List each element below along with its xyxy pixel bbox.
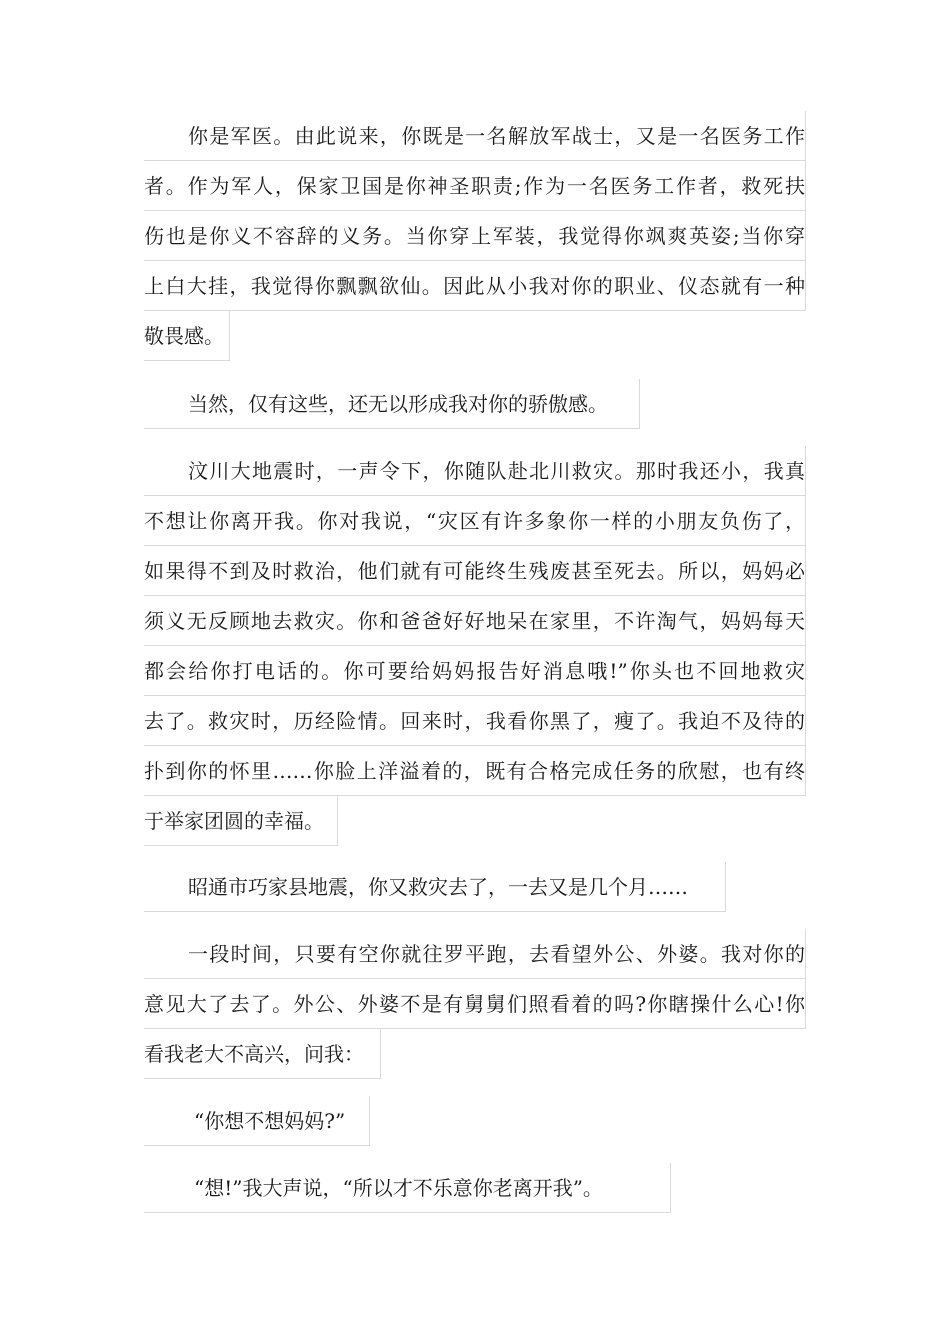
paragraph-6 xyxy=(144,1096,370,1146)
text-line: 扑到你的怀里……你脸上洋溢着的，既有合格完成任务的欣慰，也有终 xyxy=(144,746,806,796)
text-line: 去了。救灾时，历经险情。回来时，我看你黑了，瘦了。我迫不及待的 xyxy=(144,696,806,746)
text-line: 看我老大不高兴，问我： xyxy=(144,1029,381,1079)
text-line: 伤也是你义不容辞的义务。当你穿上军装，我觉得你飒爽英姿;当你穿 xyxy=(144,211,806,261)
text-line: 你是军医。由此说来，你既是一名解放军战士，又是一名医务工作 xyxy=(144,111,806,161)
text-line: “你想不想妈妈?” xyxy=(144,1096,370,1146)
paragraph-5 xyxy=(144,929,806,1079)
text-line: 上白大挂，我觉得你飘飘欲仙。因此从小我对你的职业、仪态就有一种 xyxy=(144,261,806,311)
text-line: 都会给你打电话的。你可要给妈妈报告好消息哦!”你头也不回地救灾 xyxy=(144,646,806,696)
text-line: 如果得不到及时救治，他们就有可能终生残废甚至死去。所以，妈妈必 xyxy=(144,546,806,596)
text-line: 者。作为军人，保家卫国是你神圣职责;作为一名医务工作者，救死扶 xyxy=(144,161,806,211)
paragraph-1 xyxy=(144,111,806,361)
text-line: 意见大了去了。外公、外婆不是有舅舅们照看着的吗?你瞎操什么心!你 xyxy=(144,979,806,1029)
text-line: 当然，仅有这些，还无以形成我对你的骄傲感。 xyxy=(144,379,640,429)
text-line: “想!”我大声说，“所以才不乐意你老离开我”。 xyxy=(144,1163,671,1213)
text-line: 不想让你离开我。你对我说，“灾区有许多象你一样的小朋友负伤了， xyxy=(144,496,806,546)
paragraph-3 xyxy=(144,446,806,846)
text-line: 须义无反顾地去救灾。你和爸爸好好地呆在家里，不许淘气，妈妈每天 xyxy=(144,596,806,646)
text-line: 于举家团圆的幸福。 xyxy=(144,796,338,846)
paragraph-7 xyxy=(144,1163,671,1213)
paragraph-4 xyxy=(144,862,726,912)
text-line: 一段时间，只要有空你就往罗平跑，去看望外公、外婆。我对你的 xyxy=(144,929,806,979)
text-line: 敬畏感。 xyxy=(144,311,230,361)
paragraph-2 xyxy=(144,379,640,429)
text-line: 汶川大地震时，一声令下，你随队赴北川救灾。那时我还小，我真 xyxy=(144,446,806,496)
text-line: 昭通市巧家县地震，你又救灾去了，一去又是几个月…… xyxy=(144,862,726,912)
